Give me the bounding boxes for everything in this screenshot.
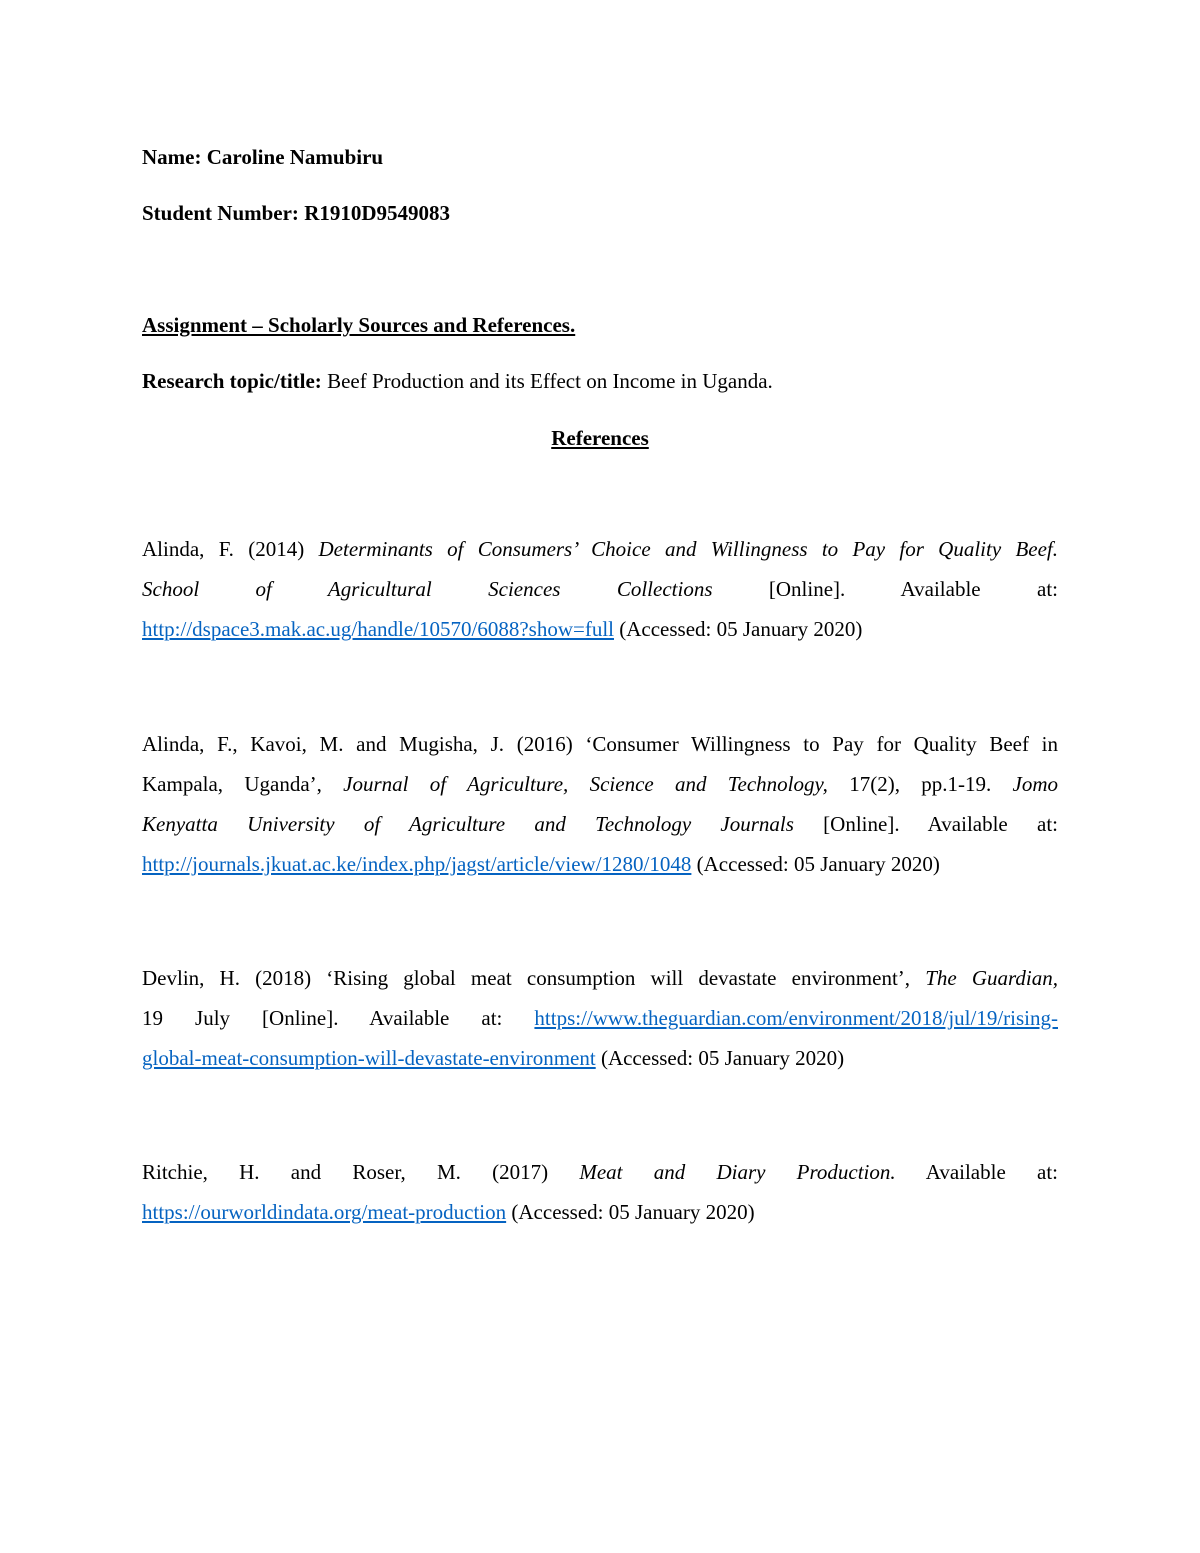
reference-entry-2 — [142, 724, 1058, 884]
reference-1-collection: School of Agricultural Sciences Collections — [142, 577, 713, 601]
reference-4-authors: Ritchie, H. and Roser, M. (2017) — [142, 1160, 580, 1184]
reference-4-url-link[interactable]: https://ourworldindata.org/meat-production — [142, 1200, 507, 1224]
reference-entry-1 — [142, 529, 1058, 649]
reference-2-line-4 — [142, 844, 1058, 884]
reference-2-line-3 — [142, 804, 1058, 844]
reference-1-author: Alinda, F. (2014) — [142, 537, 319, 561]
reference-2-availability: [Online]. Available at: — [793, 812, 1059, 836]
reference-3-source: The Guardian, — [925, 966, 1058, 990]
reference-2-url-link[interactable]: http://journals.jkuat.ac.ke/index.php/jagst/article/view/1280/1048 — [142, 852, 692, 876]
reference-3-url-link-part-2[interactable]: global-meat-consumption-will-devastate-environment — [142, 1046, 596, 1070]
reference-3-author-title: Devlin, H. (2018) ‘Rising global meat consumption will devastate environment’, — [142, 966, 926, 990]
reference-2-line-1 — [142, 724, 1058, 764]
student-number-value: R1910D9549083 — [304, 201, 451, 225]
reference-2-line-2 — [142, 764, 1058, 804]
reference-2-authors-title: Alinda, F., Kavoi, M. and Mugisha, J. (2016) ‘Consumer Willingness to Pay for Quality Beef in — [142, 732, 1058, 756]
reference-2-title-end: Kampala, Uganda’, — [142, 772, 344, 796]
reference-3-line-2 — [142, 998, 1058, 1038]
reference-2-publisher-start: Jomo — [1012, 772, 1058, 796]
reference-3-accessed: (Accessed: 05 January 2020) — [595, 1046, 845, 1070]
reference-2-volume: 17(2), pp.1-19. — [827, 772, 1013, 796]
references-heading: References — [551, 426, 649, 450]
name-line — [142, 144, 383, 170]
research-topic-value: Beef Production and its Effect on Income in Uganda. — [327, 369, 773, 393]
reference-3-line-3 — [142, 1038, 1058, 1078]
reference-1-line-3 — [142, 609, 1058, 649]
reference-1-line-1 — [142, 529, 1058, 569]
name-value: Caroline Namubiru — [206, 145, 384, 169]
reference-4-availability: Available at: — [895, 1160, 1059, 1184]
reference-4-line-1 — [142, 1152, 1058, 1192]
reference-2-accessed: (Accessed: 05 January 2020) — [691, 852, 940, 876]
reference-1-title: Determinants of Consumers’ Choice and Willingness to Pay for Quality Beef. — [318, 537, 1059, 561]
reference-1-availability: [Online]. Available at: — [712, 577, 1059, 601]
research-topic-line — [142, 368, 773, 394]
name-label: Name: — [142, 145, 202, 169]
reference-3-line-1 — [142, 958, 1058, 998]
reference-3-availability: 19 July [Online]. Available at: — [142, 1006, 535, 1030]
assignment-title: Assignment – Scholarly Sources and References. — [142, 313, 576, 337]
reference-entry-3 — [142, 958, 1058, 1078]
reference-1-line-2 — [142, 569, 1058, 609]
reference-4-title: Meat and Diary Production. — [579, 1160, 896, 1184]
student-number-line — [142, 200, 450, 226]
reference-4-accessed: (Accessed: 05 January 2020) — [506, 1200, 755, 1224]
student-number-label: Student Number: — [142, 201, 299, 225]
reference-3-url-link-part-1[interactable]: https://www.theguardian.com/environment/2018/jul/19/rising- — [534, 1006, 1058, 1030]
reference-1-url-link[interactable]: http://dspace3.mak.ac.ug/handle/10570/6088?show=full — [142, 617, 614, 641]
reference-2-journal: Journal of Agriculture, Science and Technology, — [343, 772, 828, 796]
reference-1-accessed: (Accessed: 05 January 2020) — [614, 617, 863, 641]
reference-entry-4 — [142, 1152, 1058, 1232]
research-topic-label: Research topic/title: — [142, 369, 322, 393]
reference-4-line-2 — [142, 1192, 1058, 1232]
reference-2-publisher: Kenyatta University of Agriculture and Technology Journals — [142, 812, 794, 836]
